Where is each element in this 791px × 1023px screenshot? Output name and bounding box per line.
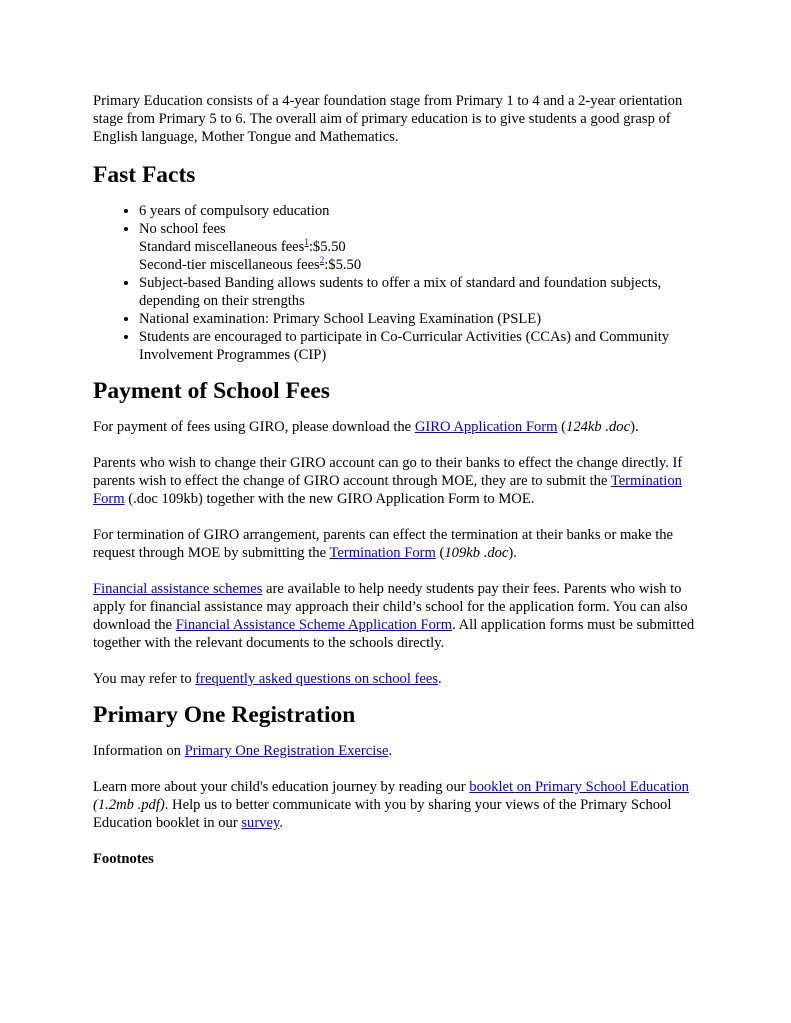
paragraph-text: (.doc 109kb) together with the new GIRO Application Form to MOE. <box>124 491 535 507</box>
paragraph-text: ). <box>630 419 639 435</box>
paragraph-text: . <box>438 671 442 687</box>
fact-text: 6 years of compulsory education <box>139 203 330 219</box>
p1-registration-exercise-link[interactable]: Primary One Registration Exercise <box>184 743 389 759</box>
payment-heading: Payment of School Fees <box>93 378 330 404</box>
file-size-note: 109kb .doc <box>444 545 509 561</box>
paragraph-text: ). <box>508 545 517 561</box>
faq-paragraph <box>93 670 698 688</box>
fact-text: Second-tier miscellaneous fees <box>139 257 320 273</box>
school-fees-faq-link[interactable]: frequently asked questions on school fees <box>195 671 439 687</box>
fact-text: :$5.50 <box>308 239 346 255</box>
intro-paragraph: Primary Education consists of a 4-year foundation stage from Primary 1 to 4 and a 2-year orientation stage from Primary 5 to 6. The overall aim of primary education is to give students a good grasp of English language, Mother Tongue and Mathematics. <box>93 93 683 145</box>
list-item <box>139 328 698 364</box>
change-giro-paragraph <box>93 454 698 508</box>
paragraph-text: For payment of fees using GIRO, please download the <box>93 419 415 435</box>
fact-text: National examination: Primary School Leaving Examination (PSLE) <box>139 311 542 327</box>
list-item <box>139 310 698 328</box>
paragraph-text: are available to help needy students pay their fees. Parents who wish to apply for financial assistance may approach their child’s school for the application form. You can also download the <box>93 581 688 633</box>
giro-application-form-link[interactable]: GIRO Application Form <box>414 419 558 435</box>
file-size-note: (1.2mb .pdf) <box>93 797 165 813</box>
fast-facts-heading: Fast Facts <box>93 162 196 188</box>
paragraph-text: For termination of GIRO arrangement, parents can effect the termination at their banks or make the request through MOE by submitting the <box>93 527 674 561</box>
survey-link[interactable]: survey <box>241 815 280 831</box>
list-item <box>139 220 698 274</box>
fact-text: Subject-based Banding allows sudents to offer a mix of standard and foundation subjects, depending on their strengths <box>139 275 662 309</box>
file-size-note: 124kb .doc <box>566 419 631 435</box>
financial-assistance-paragraph <box>93 580 698 652</box>
paragraph-text: . All application forms must be submitted together with the relevant documents to the schools directly. <box>93 617 695 651</box>
termination-form-link[interactable]: Termination Form <box>93 473 682 507</box>
paragraph-text: You may refer to <box>93 671 196 687</box>
paragraph-text: . <box>388 743 393 759</box>
paragraph-text: Parents who wish to change their GIRO account can go to their banks to effect the change directly. If parents wish to effect the change of GIRO account through MOE, they are to submit the <box>93 455 683 489</box>
paragraph-text: . Help us to better communicate with you by sharing your views of the Primary School Education booklet in our <box>93 797 672 831</box>
booklet-paragraph <box>93 778 698 832</box>
giro-paragraph <box>93 418 698 436</box>
fact-text: No school fees <box>139 221 226 237</box>
fact-text: Students are encouraged to participate in Co-Curricular Activities (CCAs) and Community Involvement Programmes (CIP) <box>139 329 670 363</box>
fast-facts-list <box>93 202 698 364</box>
p1-registration-heading: Primary One Registration <box>93 702 356 728</box>
footnote-link-1[interactable]: 1 <box>304 237 309 247</box>
list-item <box>139 274 698 310</box>
termination-form-link-2[interactable]: Termination Form <box>329 545 436 561</box>
footnote-link-2[interactable]: 2 <box>319 255 325 265</box>
p1-info-paragraph <box>93 742 698 760</box>
financial-assistance-schemes-link[interactable]: Financial assistance schemes <box>93 581 263 597</box>
paragraph-text: Learn more about your child's education journey by reading our <box>93 779 470 795</box>
paragraph-text: Information on <box>93 743 185 759</box>
paragraph-text: ( <box>435 545 445 561</box>
primary-school-booklet-link[interactable]: booklet on Primary School Education <box>469 779 689 795</box>
document-body <box>93 92 698 868</box>
fact-text: Standard miscellaneous fees <box>139 239 305 255</box>
footnotes-heading: Footnotes <box>93 851 154 867</box>
paragraph-text: . <box>279 815 283 831</box>
fas-application-form-link[interactable]: Financial Assistance Scheme Application Form <box>175 617 453 633</box>
paragraph-text: ( <box>557 419 567 435</box>
terminate-giro-paragraph <box>93 526 698 562</box>
fact-text: :$5.50 <box>324 257 362 273</box>
list-item <box>139 202 698 220</box>
